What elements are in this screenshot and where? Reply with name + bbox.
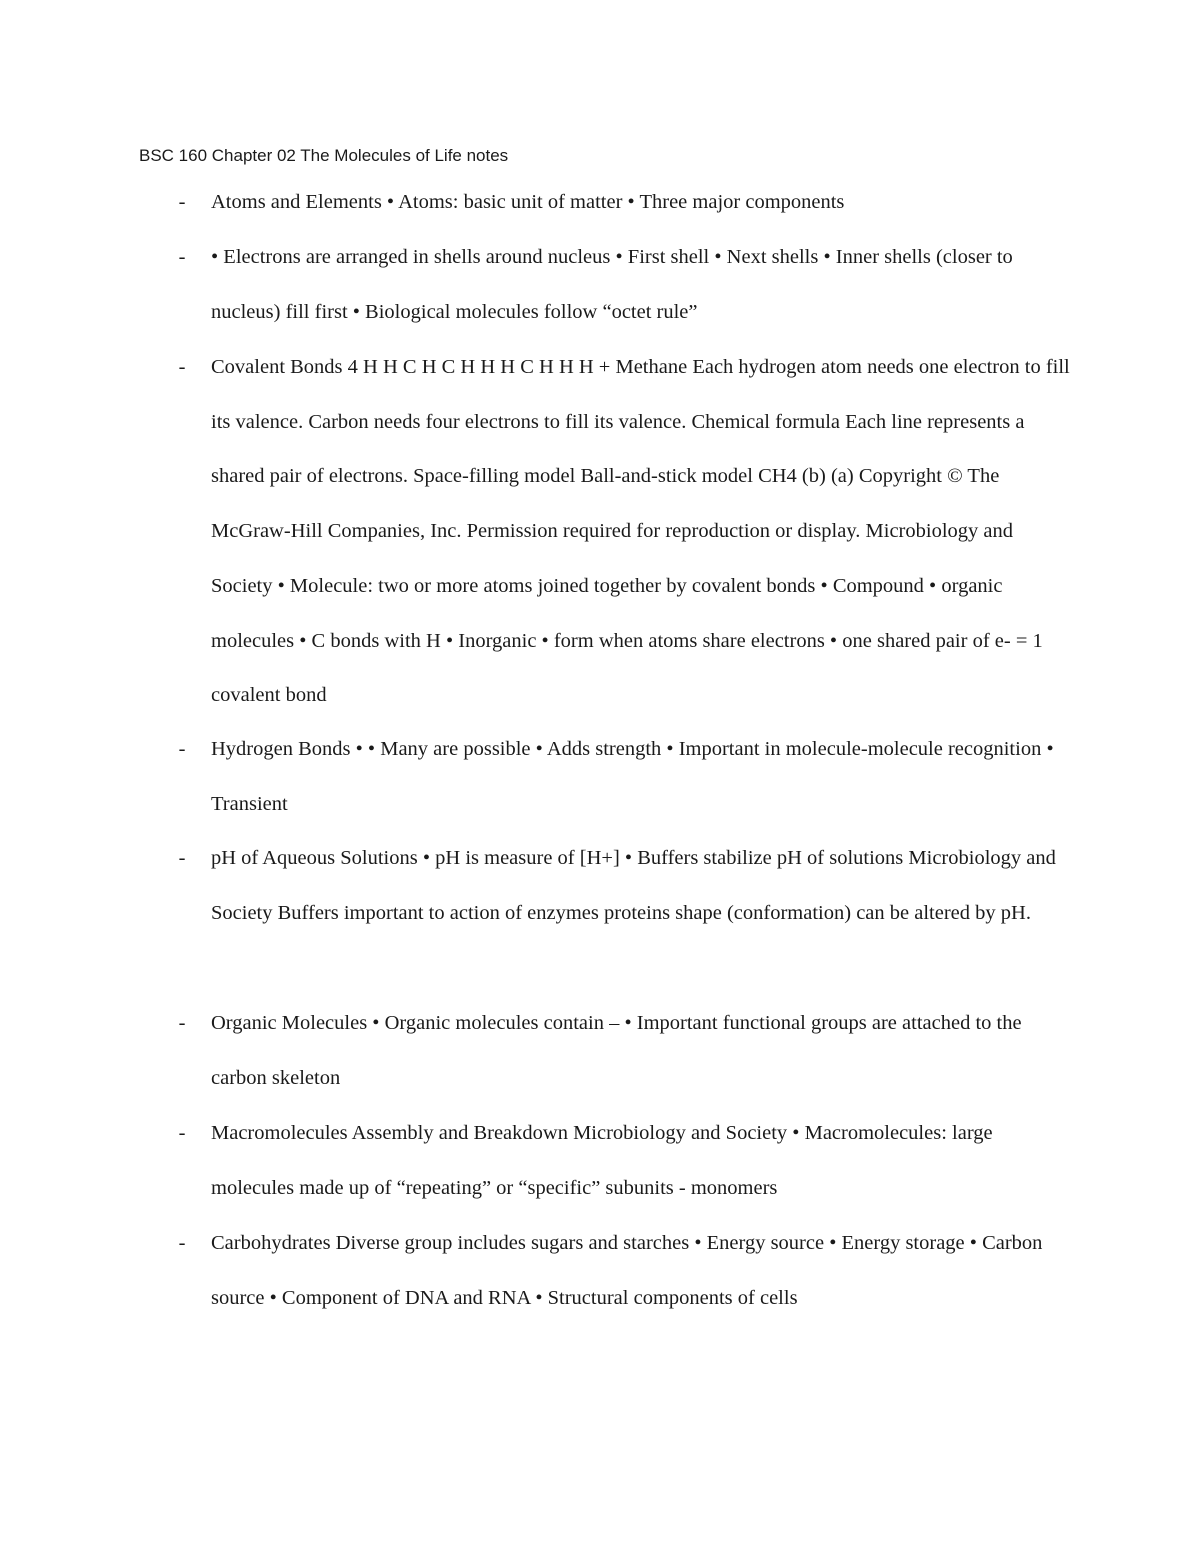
bullet-dash: - [178, 191, 186, 213]
note-item-ph-solutions [178, 831, 1071, 940]
note-item-organic-molecules [178, 996, 1071, 1105]
note-text: Carbohydrates Diverse group includes sugars and starches • Energy source • Energy storage • Carbon source • Component of DNA and RNA • Structural components of cells [211, 1232, 1043, 1309]
note-item-carbohydrates [178, 1216, 1071, 1325]
note-item-hydrogen-bonds [178, 722, 1071, 831]
note-text: pH of Aqueous Solutions • pH is measure of [H+] • Buffers stabilize pH of solutions Microbiology and Society Buffers important to action of enzymes proteins shape (conformation) can be altered by pH. [211, 847, 1056, 924]
bullet-dash: - [178, 1232, 186, 1254]
bullet-dash: - [178, 356, 186, 378]
note-item-macromolecules [178, 1106, 1071, 1215]
note-item-electron-shells [178, 230, 1071, 339]
note-text: Organic Molecules • Organic molecules contain – • Important functional groups are attached to the carbon skeleton [211, 1012, 1022, 1089]
note-text: Hydrogen Bonds • • Many are possible • Adds strength • Important in molecule-molecule recognition • Transient [211, 738, 1054, 815]
bullet-dash: - [178, 246, 186, 268]
note-text: Covalent Bonds 4 H H C H C H H H C H H H + Methane Each hydrogen atom needs one electron to fill its valence. Carbon needs four electrons to fill its valence. Chemical formula Each line represents a shared pair of electrons. Space-filling model Ball-and-stick model CH4 (b) (a) Copyright © The McGraw-Hill Companies, Inc. Permission required for reproduction or display. Microbiology and Society • Molecule: two or more atoms joined together by covalent bonds • Compound • organic molecules • C bonds with H • Inorganic • form when atoms share electrons • one shared pair of e- = 1 covalent bond [211, 356, 1070, 707]
note-text: • Electrons are arranged in shells around nucleus • First shell • Next shells • Inner shells (closer to nucleus) fill first • Biological molecules follow “octet rule” [211, 246, 1013, 323]
document-title: BSC 160 Chapter 02 The Molecules of Life notes [139, 146, 509, 165]
note-text: Macromolecules Assembly and Breakdown Microbiology and Society • Macromolecules: large molecules made up of “repeating” or “specific” subunits - monomers [211, 1122, 993, 1199]
note-item-atoms-and-elements [178, 175, 1071, 230]
bullet-dash: - [178, 738, 186, 760]
note-text: Atoms and Elements • Atoms: basic unit of matter • Three major components [211, 191, 845, 213]
bullet-dash: - [178, 1012, 186, 1034]
note-item-covalent-bonds [178, 340, 1071, 723]
bullet-dash: - [178, 1122, 186, 1144]
bullet-dash: - [178, 847, 186, 869]
